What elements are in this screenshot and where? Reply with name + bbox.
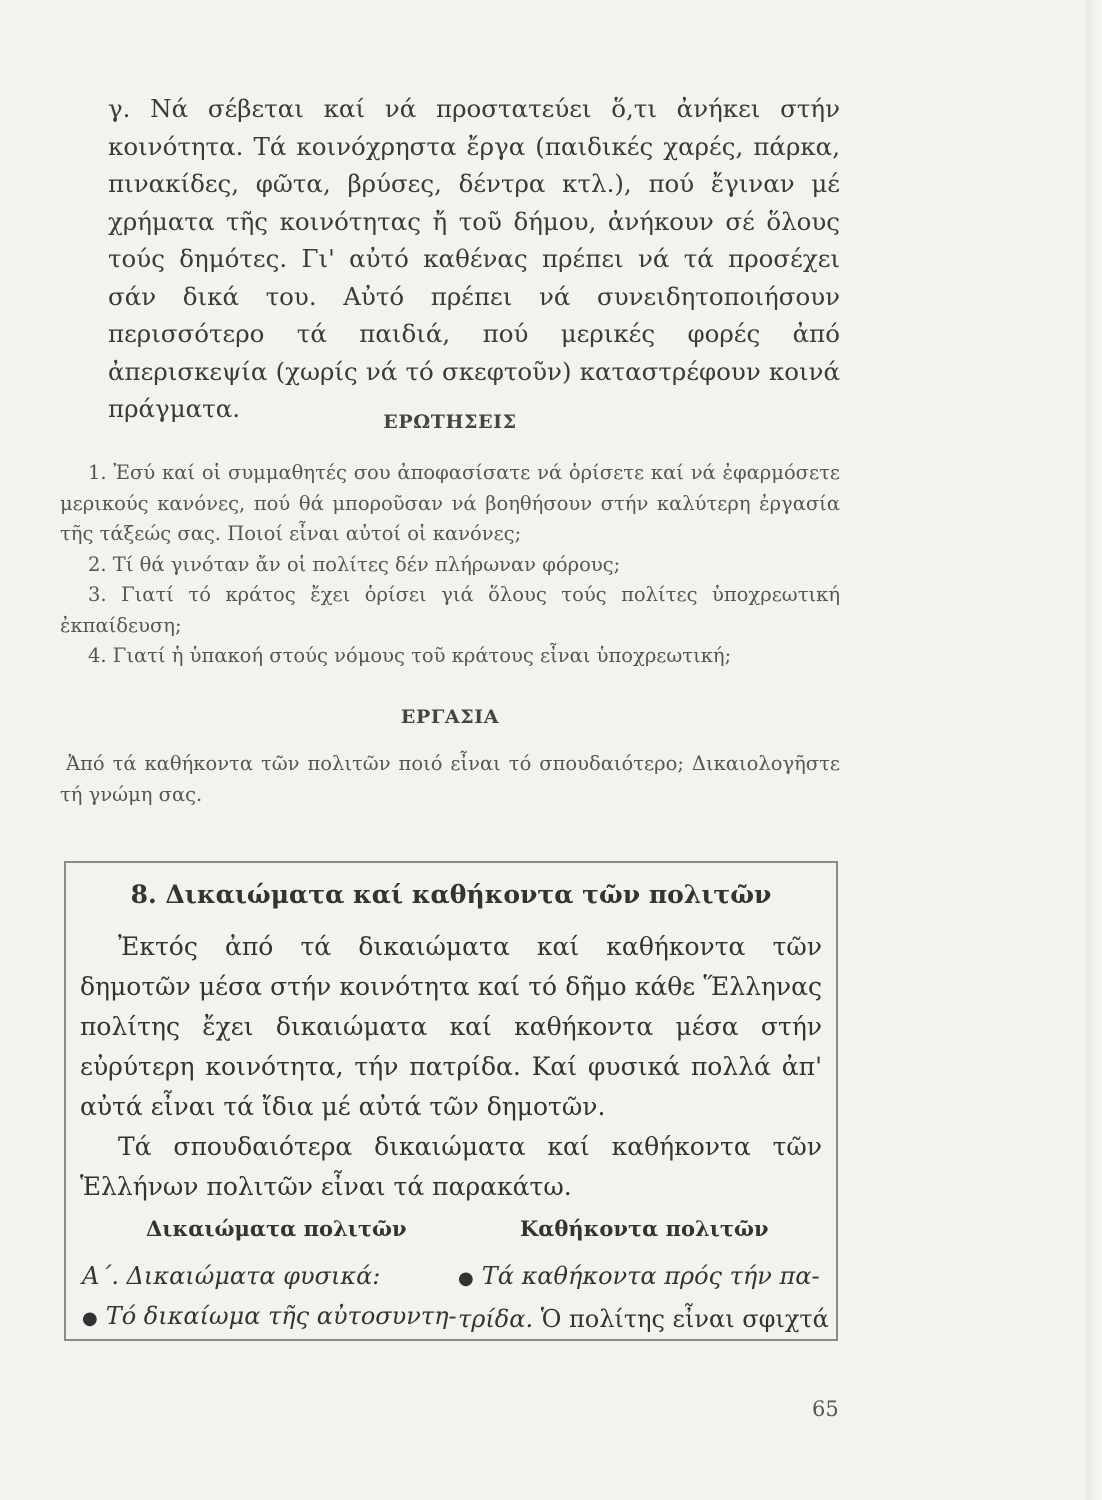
question-item: 3. Γιατί τό κράτος ἔχει ὁρίσει γιά ὅλους τούς πολίτες ὑποχρεωτική ἐκπαίδευση; <box>60 583 840 637</box>
question-item: 1. Ἐσύ καί οἱ συμμαθητές σου ἀποφασίσατε νά ὁρίσετε καί νά ἐφαρμόσετε μερικούς κανόνες, πού θά μποροῦσαν νά βοηθήσουν στήν καλύτερη ἐργασία τῆς τάξεώς σας. Ποιοί εἶναι αὐτοί οἱ κανόνες; <box>60 461 840 545</box>
intro-paragraph: γ. Νά σέβεται καί νά προστατεύει ὅ,τι ἀνήκει στήν κοινότητα. Τά κοινόχρηστα ἔργα (παιδικές χαρές, πάρκα, πινακίδες, φῶτα, βρύσες, δέντρα κτλ.), πού ἔγιναν μέ χρήματα τῆς κοινότητας ἤ τοῦ δήμου, ἀνήκουν σέ ὅλους τούς δημότες. Γι' αὐτό καθένας πρέπει νά τά προσέχει σάν δικά του. Αὐτό πρέπει νά συνειδητοποιήσουν περισσότερο τά παιδιά, πού μερικές φορές ἀπό ἀπερισκεψία (χωρίς νά τό σκεφτοῦν) καταστρέφουν κοινά πράγματα. <box>108 94 840 423</box>
rights-line-2-text: Τό δικαίωμα τῆς αὐτοσυντη- <box>105 1302 457 1330</box>
duties-line-1-text: Τά καθήκοντα πρός τήν πα- <box>481 1262 820 1290</box>
rights-column-heading: Δικαιώματα πολιτῶν <box>146 1216 407 1241</box>
question-item: 4. Γιατί ἡ ὑπακοή στούς νόμους τοῦ κράτους εἶναι ὑποχρεωτική; <box>88 644 732 667</box>
task-heading: ΕΡΓΑΣΙΑ <box>400 706 500 728</box>
section-paragraph-1: Ἐκτός ἀπό τά δικαιώματα καί καθήκοντα τῶν δημοτῶν μέσα στήν κοινότητα καί τό δῆμο κάθε Ἕλληνας πολίτης ἔχει δικαιώματα καί καθήκοντα μέσα στήν εὐρύτερη κοινότητα, τήν πατρίδα. Καί φυσικά πολλά ἀπ' αὐτά εἶναι τά ἴδια μέ αὐτά τῶν δημοτῶν. <box>80 932 822 1121</box>
bullet-icon: ● <box>82 1308 98 1329</box>
duties-line-2 <box>458 1299 828 1339</box>
duties-column-heading: Καθήκοντα πολιτῶν <box>520 1216 769 1241</box>
rights-line-2 <box>82 1296 457 1339</box>
section-body <box>80 927 822 1207</box>
questions-list <box>60 458 840 672</box>
bullet-icon: ● <box>458 1268 474 1289</box>
duties-line-1 <box>458 1256 828 1299</box>
duties-column <box>458 1256 828 1339</box>
rights-line-1: Α΄. Δικαιώματα φυσικά: <box>82 1262 381 1290</box>
section-paragraph-2: Τά σπουδαιότερα δικαιώματα καί καθήκοντα τῶν Ἑλλήνων πολιτῶν εἶναι τά παρακάτω. <box>80 1132 822 1201</box>
task-text: Ἀπό τά καθήκοντα τῶν πολιτῶν ποιό εἶναι τό σπουδαιότερο; Δικαιολογῆστε τή γνώμη σας. <box>60 752 840 806</box>
page-number: 65 <box>812 1397 839 1421</box>
duties-line-2-italic: τρίδα. <box>458 1305 534 1333</box>
page-edge-shadow <box>1086 0 1102 1500</box>
question-item: 2. Τί θά γινόταν ἄν οἱ πολίτες δέν πλήρωναν φόρους; <box>88 552 621 576</box>
questions-heading: ΕΡΩΤΗΣΕΙΣ <box>383 411 517 433</box>
section-box <box>64 861 838 1341</box>
duties-line-2-rest: Ὁ πολίτης εἶναι σφιχτά <box>540 1305 829 1333</box>
section-title: 8. Δικαιώματα καί καθήκοντα τῶν πολιτῶν <box>130 880 772 909</box>
rights-column <box>82 1256 457 1339</box>
